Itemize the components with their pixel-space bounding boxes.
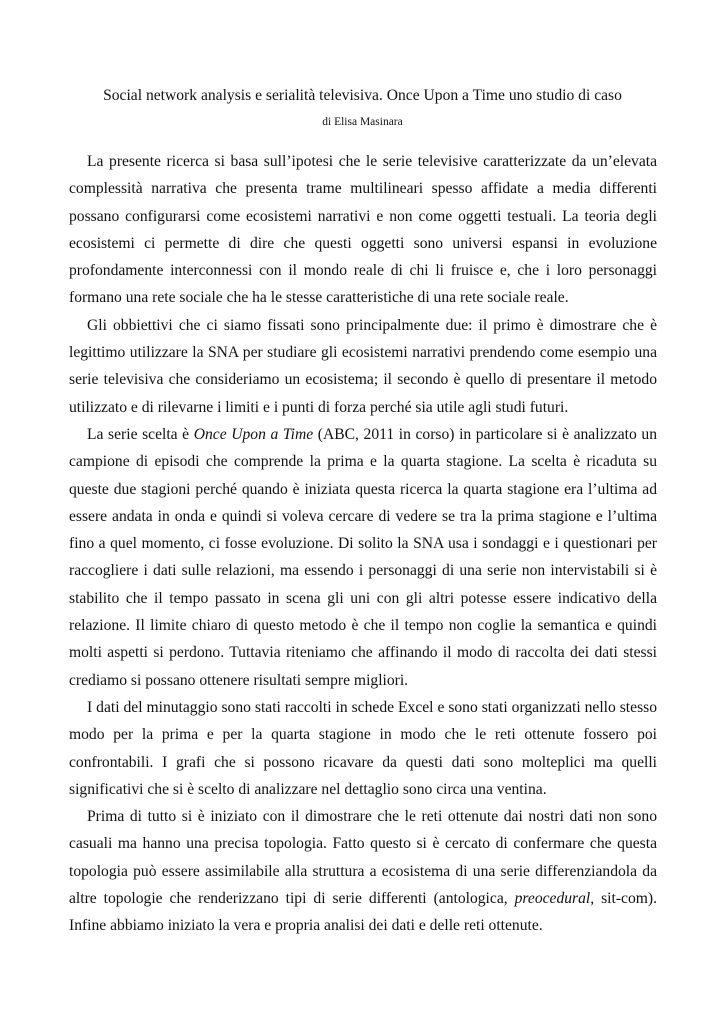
procedural-term-italic: preocedural xyxy=(514,890,591,908)
paragraph-2: Gli obbiettivi che ci siamo fissati sono principalmente due: il primo è dimostrare che è legittimo utilizzare la SNA per studiare gli ecosistemi narrativi prendendo come esempio una serie televisiva che consideriamo un ecosistema; il secondo è quello di presentare il metodo utilizzato e di rilevarne i limiti e i punti di forza perché sia utile agli studi futuri. xyxy=(69,316,657,416)
series-title-italic: Once Upon a Time xyxy=(193,425,314,443)
paragraph-1: La presente ricerca si basa sull’ipotesi che le serie televisive caratterizzate da un’elevata complessità narrativa che presenta trame multilineari spesso affidate a media differenti possano configurarsi come ecosistemi narrativi e non come oggetti testuali. La teoria degli ecosistemi ci permette di dire che questi oggetti sono universi espansi in evoluzione profondamente interconnessi con il mondo reale di chi li fruisce e, che i loro personaggi formano una rete sociale che ha le stesse caratteristiche di una rete sociale reale. xyxy=(69,153,657,307)
author-byline: di Elisa Masinara xyxy=(322,116,403,128)
page-title: Social network analysis e serialità televisiva. Once Upon a Time uno studio di caso xyxy=(103,87,622,104)
paragraph-4: I dati del minutaggio sono stati raccolti in schede Excel e sono stati organizzati nello stesso modo per la prima e per la quarta stagione in modo che le reti ottenute fossero poi confrontabili. I grafi che si possono ricavare da questi dati sono molteplici ma quelli significativi che si è scelto di analizzare nel dettaglio sono circa una ventina. xyxy=(69,698,657,798)
paragraph-5-text-start: Prima di tutto si è iniziato con il dimostrare che le reti ottenute dai nostri dati non sono casuali ma hanno una precisa topologia. Fatto questo si è cercato di confermare che questa topologia può essere assimilabile alla struttura a ecosistema di una serie differenziandola da altre topologie che renderizzano tipi di serie differenti (antologica, xyxy=(69,808,657,908)
paragraph-5-text-end: , sit-com). Infine abbiamo iniziato la vera e propria analisi dei dati e delle reti ottenute. xyxy=(69,890,657,935)
paragraph-3-text-start: La serie scelta è xyxy=(87,425,194,443)
paragraph-3-text-end: (ABC, 2011 in corso) in particolare si è analizzato un campione di episodi che comprende la prima e la quarta stagione. La scelta è ricaduta su queste due stagioni perché quando è iniziata questa ricerca la quarta stagione era l’ultima ad essere andata in onda e quindi si voleva cercare di vedere se tra la prima stagione e l’ultima fino a quel momento, ci fosse evoluzione. Di solito la SNA usa i sondaggi e i questionari per raccogliere i dati sulle relazioni, ma essendo i personaggi di una serie non intervistabili si è stabilito che il tempo passato in scena gli uni con gli altri potesse essere indicativo della relazione. Il limite chiaro di questo metodo è che il tempo non coglie la semantica e quindi molti aspetti si perdono. Tuttavia riteniamo che affinando il modo di raccolta dei dati stessi crediamo si possano ottenere risultati sempre migliori. xyxy=(69,425,657,689)
paragraph-5 xyxy=(69,803,657,939)
body-text xyxy=(69,148,657,940)
paragraph-3 xyxy=(69,421,657,694)
